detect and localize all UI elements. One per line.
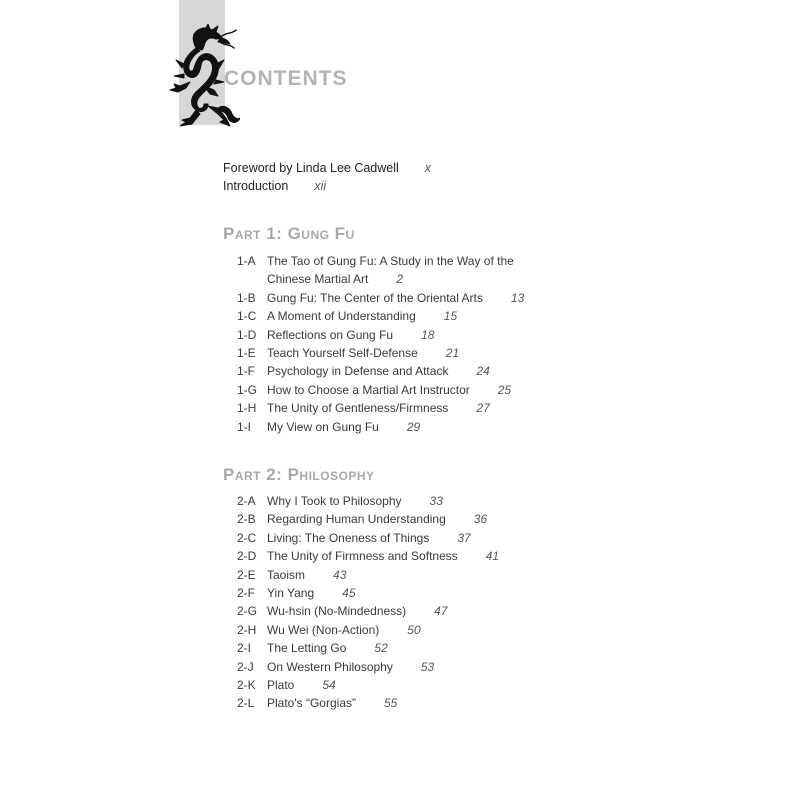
toc-entry-number: 2-L bbox=[237, 696, 255, 711]
toc-entry-title: On Western Philosophy bbox=[267, 659, 393, 674]
front-matter-title: Foreword by Linda Lee Cadwell bbox=[223, 161, 399, 175]
toc-entry-page: 21 bbox=[445, 346, 460, 361]
part-1-list bbox=[237, 252, 552, 436]
toc-entry-number: 1-F bbox=[237, 364, 255, 379]
toc-entry-title: Gung Fu: The Center of the Oriental Arts bbox=[267, 290, 483, 305]
toc-entry-number: 1-B bbox=[237, 290, 256, 305]
toc-entry-number: 2-B bbox=[237, 512, 256, 527]
toc-entry-page: 50 bbox=[407, 622, 421, 637]
toc-entry[interactable] bbox=[237, 362, 552, 380]
toc-entry-number: 2-C bbox=[237, 530, 257, 545]
toc-entry-number: 2-H bbox=[237, 622, 257, 637]
toc-entry-page: 45 bbox=[342, 586, 356, 601]
toc-entry-page: 37 bbox=[457, 530, 471, 545]
toc-entry-page: 24 bbox=[476, 364, 490, 379]
front-matter-title: Introduction bbox=[223, 179, 289, 193]
toc-entry[interactable] bbox=[237, 399, 552, 417]
toc-entry-page: 47 bbox=[434, 604, 448, 619]
toc-entry[interactable] bbox=[237, 252, 552, 289]
toc-entry-number: 1-D bbox=[237, 327, 257, 342]
toc-entry-number: 2-D bbox=[237, 549, 257, 564]
toc-entry-page: 55 bbox=[384, 696, 398, 711]
toc-entry-number: 1-E bbox=[237, 346, 256, 361]
toc-entry-title: Regarding Human Understanding bbox=[267, 512, 446, 527]
toc-entry-title: The Unity of Gentleness/Firmness bbox=[267, 401, 449, 416]
toc-entry-title: Plato bbox=[267, 678, 295, 693]
toc-entry-page: 43 bbox=[333, 567, 347, 582]
toc-entry[interactable] bbox=[237, 307, 552, 325]
toc-entry-page: 33 bbox=[429, 494, 443, 508]
toc-entry-page: 53 bbox=[420, 659, 435, 674]
toc-entry-title: Wu-hsin (No-Mindedness) bbox=[267, 604, 407, 619]
toc-entry-title: The Tao of Gung Fu: A Study in the Way of the Chinese Martial Art bbox=[267, 254, 514, 287]
toc-entry-page: 54 bbox=[322, 678, 336, 693]
toc-entry-page: 29 bbox=[406, 419, 421, 434]
toc-entry-title: Teach Yourself Self-Defense bbox=[267, 346, 418, 361]
toc-entry-number: 2-J bbox=[237, 659, 254, 674]
toc-entry-title: Plato's “Gorgias” bbox=[267, 696, 356, 711]
toc-entry[interactable] bbox=[237, 602, 499, 620]
front-matter-page: xii bbox=[314, 179, 327, 193]
toc-entry-page: 36 bbox=[473, 512, 488, 527]
toc-entry-number: 2-K bbox=[237, 678, 256, 693]
toc-entry[interactable] bbox=[237, 639, 499, 657]
toc-entry[interactable] bbox=[237, 381, 552, 399]
toc-entry[interactable] bbox=[237, 492, 499, 510]
front-matter-item[interactable] bbox=[223, 159, 431, 177]
toc-entry-number: 2-A bbox=[237, 494, 256, 508]
toc-entry[interactable] bbox=[237, 694, 499, 712]
toc-entry-title: Psychology in Defense and Attack bbox=[267, 364, 449, 379]
toc-entry-page: 41 bbox=[485, 549, 500, 564]
toc-entry-number: 1-I bbox=[237, 419, 252, 434]
page-title: contents bbox=[224, 59, 348, 92]
toc-entry[interactable] bbox=[237, 510, 499, 528]
toc-entry-title: The Unity of Firmness and Softness bbox=[267, 549, 458, 564]
toc-entry-number: 1-G bbox=[237, 382, 258, 397]
toc-entry[interactable] bbox=[237, 326, 552, 344]
toc-entry[interactable] bbox=[237, 547, 499, 565]
toc-entry-page: 25 bbox=[497, 382, 512, 397]
part-2-heading: Part 2: Philosophy bbox=[223, 465, 375, 484]
toc-entry-number: 2-G bbox=[237, 604, 258, 619]
toc-entry-title: Yin Yang bbox=[267, 586, 315, 601]
front-matter-page: x bbox=[424, 161, 432, 175]
toc-entry-page: 52 bbox=[374, 641, 388, 656]
toc-entry-title: Reflections on Gung Fu bbox=[267, 327, 394, 342]
toc-entry[interactable] bbox=[237, 676, 499, 694]
toc-entry[interactable] bbox=[237, 289, 552, 307]
toc-entry-number: 1-C bbox=[237, 309, 257, 324]
toc-entry-title: How to Choose a Martial Art Instructor bbox=[267, 382, 470, 397]
toc-entry-number: 2-E bbox=[237, 567, 256, 582]
toc-entry[interactable] bbox=[237, 344, 552, 362]
toc-entry[interactable] bbox=[237, 566, 499, 584]
toc-entry[interactable] bbox=[237, 529, 499, 547]
toc-entry-number: 2-F bbox=[237, 586, 255, 601]
toc-entry-number: 1-H bbox=[237, 401, 257, 416]
toc-entry-title: Why I Took to Philosophy bbox=[267, 494, 402, 508]
toc-entry-title: A Moment of Understanding bbox=[267, 309, 416, 324]
toc-entry[interactable] bbox=[237, 584, 499, 602]
toc-entry[interactable] bbox=[237, 658, 499, 676]
toc-entry-title: Wu Wei (Non-Action) bbox=[267, 622, 380, 637]
part-1-heading: Part 1: Gung Fu bbox=[223, 224, 355, 243]
toc-entry-title: The Letting Go bbox=[267, 641, 347, 656]
front-matter-item[interactable] bbox=[223, 177, 326, 195]
toc-entry-page: 27 bbox=[476, 401, 490, 416]
toc-entry[interactable] bbox=[237, 418, 552, 436]
toc-entry-title: Taoism bbox=[267, 567, 306, 582]
part-2-list bbox=[237, 492, 499, 713]
toc-entry[interactable] bbox=[237, 621, 499, 639]
toc-entry-title: My View on Gung Fu bbox=[267, 419, 379, 434]
toc-entry-page: 15 bbox=[443, 309, 458, 324]
toc-entry-page: 2 bbox=[396, 272, 404, 287]
toc-entry-page: 13 bbox=[510, 290, 525, 305]
toc-entry-number: 2-I bbox=[237, 641, 252, 656]
toc-entry-title: Living: The Oneness of Things bbox=[267, 530, 430, 545]
toc-entry-number: 1-A bbox=[237, 254, 256, 268]
toc-entry-page: 18 bbox=[421, 327, 435, 342]
